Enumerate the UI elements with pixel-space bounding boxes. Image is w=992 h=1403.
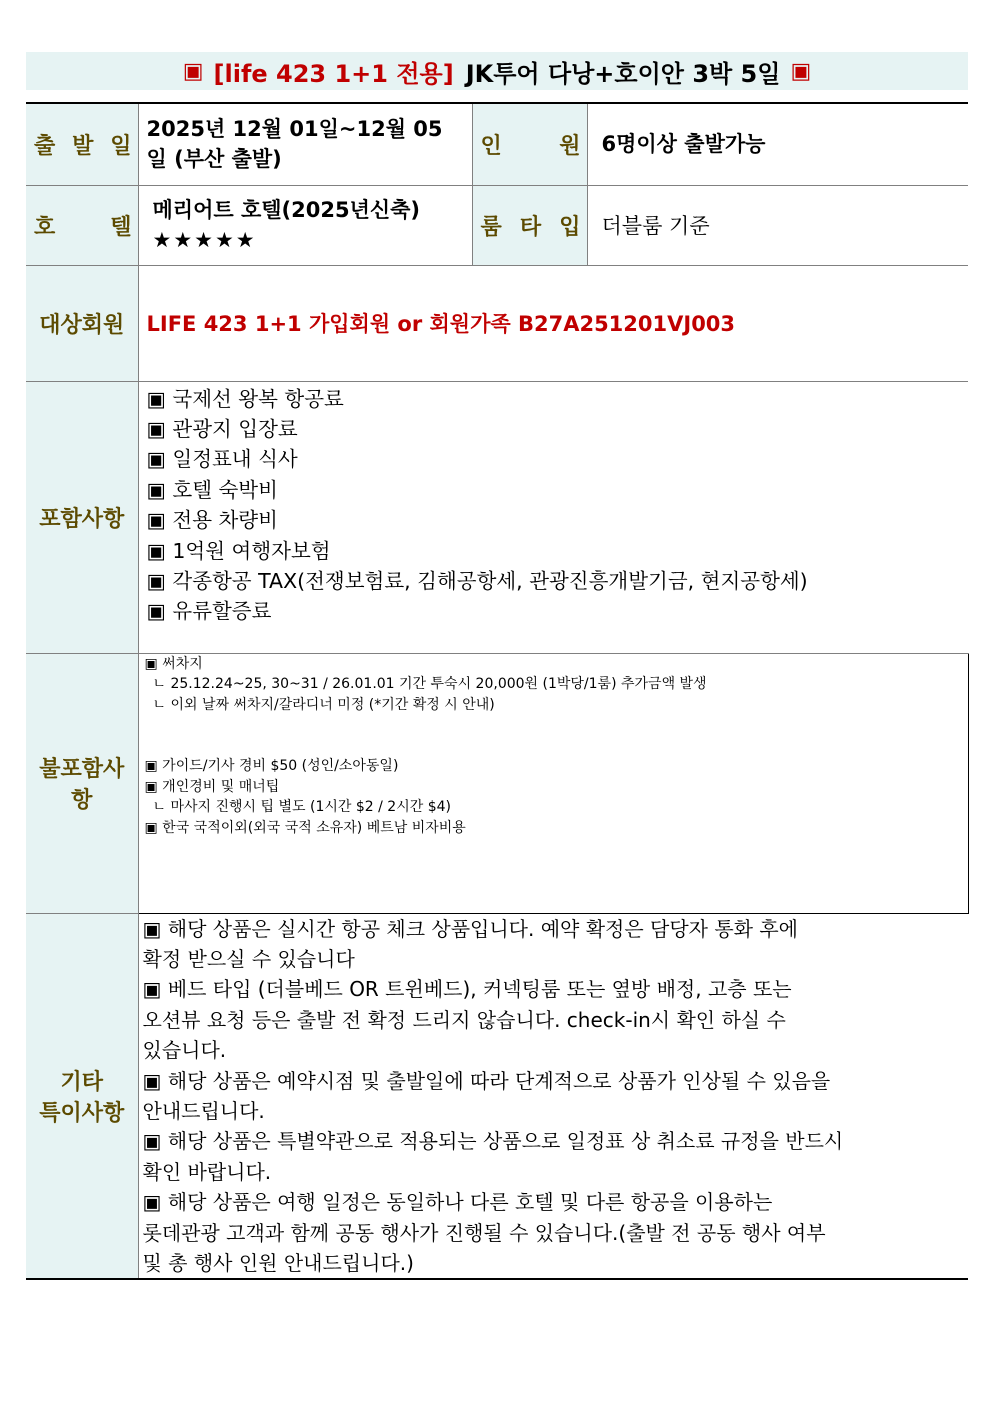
included-row [26,381,968,653]
excluded-item: ▣ 개인경비 및 매너팁 [144,778,280,795]
notes-label: 기타 특이사항 [26,913,138,1279]
included-item: ▣ 관광지 입장료 [146,416,298,441]
included-item: ▣ 전용 차량비 [146,508,278,533]
title-highlight: [life 423 1+1 전용] [213,59,454,88]
included-item: ▣ 호텔 숙박비 [146,477,278,502]
title-right-mark: ▣ [790,58,812,84]
hotel-stars: ★★★★★ [152,228,257,252]
included-item: ▣ 유류할증료 [146,599,272,624]
people-label: 인 원 [472,103,587,185]
notes-line: 롯데관광 고객과 함께 공동 행사가 진행될 수 있습니다.(출발 전 공동 행사 여부 [142,1220,826,1245]
included-label: 포함사항 [26,381,138,653]
notes-line: ▣ 해당 상품은 실시간 항공 체크 상품입니다. 예약 확정은 담당자 통화 후에 [142,916,798,941]
member-value: LIFE 423 1+1 가입회원 or 회원가족 B27A251201VJ003 [138,265,968,381]
included-list [138,381,968,653]
tour-info-document [26,52,968,1280]
room-type-value: 더블룸 기준 [587,185,968,265]
departure-value: 2025년 12월 01일~12월 05 일 (부산 출발) [138,103,472,185]
notes-line: ▣ 해당 상품은 특별약관으로 적용되는 상품으로 일정표 상 취소료 규정을 반드시 [142,1129,844,1154]
notes-list [138,913,968,1279]
excluded-item: ▣ 가이드/기사 경비 $50 (성인/소아동일) [144,758,399,774]
notes-line: 안내드립니다. [142,1098,265,1123]
member-label: 대상회원 [26,265,138,381]
excluded-item: ▣ 써차지 [144,655,203,672]
title-bar [26,52,968,90]
excluded-label: 불포함사 항 [26,653,138,913]
excluded-subitem: ㄴ 이외 날짜 써차지/갈라디너 미정 (*기간 확정 시 안내) [152,696,495,713]
title-text: JK투어 다낭+호이안 3박 5일 [465,59,781,88]
notes-line: ▣ 해당 상품은 여행 일정은 동일하나 다른 호텔 및 다른 항공을 이용하는 [142,1190,773,1215]
excluded-list [138,653,968,913]
member-row [26,265,968,381]
excluded-item: ▣ 한국 국적이외(외국 국적 소유자) 베트남 비자비용 [144,819,466,836]
notes-line: 오션뷰 요청 등은 출발 전 확정 드리지 않습니다. check-in시 확인 하실 수 [142,1007,786,1032]
excluded-subitem: ㄴ 마사지 진행시 팁 별도 (1시간 $2 / 2시간 $4) [152,799,451,815]
hotel-value: 메리어트 호텔(2025년신축) ★★★★★ [138,185,472,265]
notes-line: 확인 바랍니다. [142,1159,272,1184]
notes-row [26,913,968,1279]
room-type-label: 룸 타 입 [472,185,587,265]
departure-label: 출 발 일 [26,103,138,185]
notes-line: ▣ 베드 타입 (더블베드 OR 트윈베드), 커넥팅룸 또는 옆방 배정, 고층 또는 [142,977,792,1002]
included-item: ▣ 1억원 여행자보험 [146,538,331,563]
notes-line: 및 총 행사 인원 안내드립니다.) [142,1250,414,1275]
notes-line: 있습니다. [142,1038,227,1063]
info-table [26,102,969,1280]
people-value: 6명이상 출발가능 [587,103,968,185]
excluded-row [26,653,968,913]
hotel-label: 호 텔 [26,185,138,265]
excluded-subitem: ㄴ 25.12.24~25, 30~31 / 26.01.01 기간 투숙시 20,000원 (1박당/1룸) 추가금액 발생 [152,676,707,692]
included-item: ▣ 일정표내 식사 [146,447,298,472]
included-item: ▣ 각종항공 TAX(전쟁보험료, 김해공항세, 관광진흥개발기금, 현지공항세) [146,568,808,593]
included-item: ▣ 국제선 왕복 항공료 [146,386,344,411]
hotel-row [26,185,968,265]
notes-line: ▣ 해당 상품은 예약시점 및 출발일에 따라 단계적으로 상품가 인상될 수 있음을 [142,1068,831,1093]
notes-line: 확정 받으실 수 있습니다 [142,946,355,971]
departure-row [26,103,968,185]
title-left-mark: ▣ [182,58,204,84]
